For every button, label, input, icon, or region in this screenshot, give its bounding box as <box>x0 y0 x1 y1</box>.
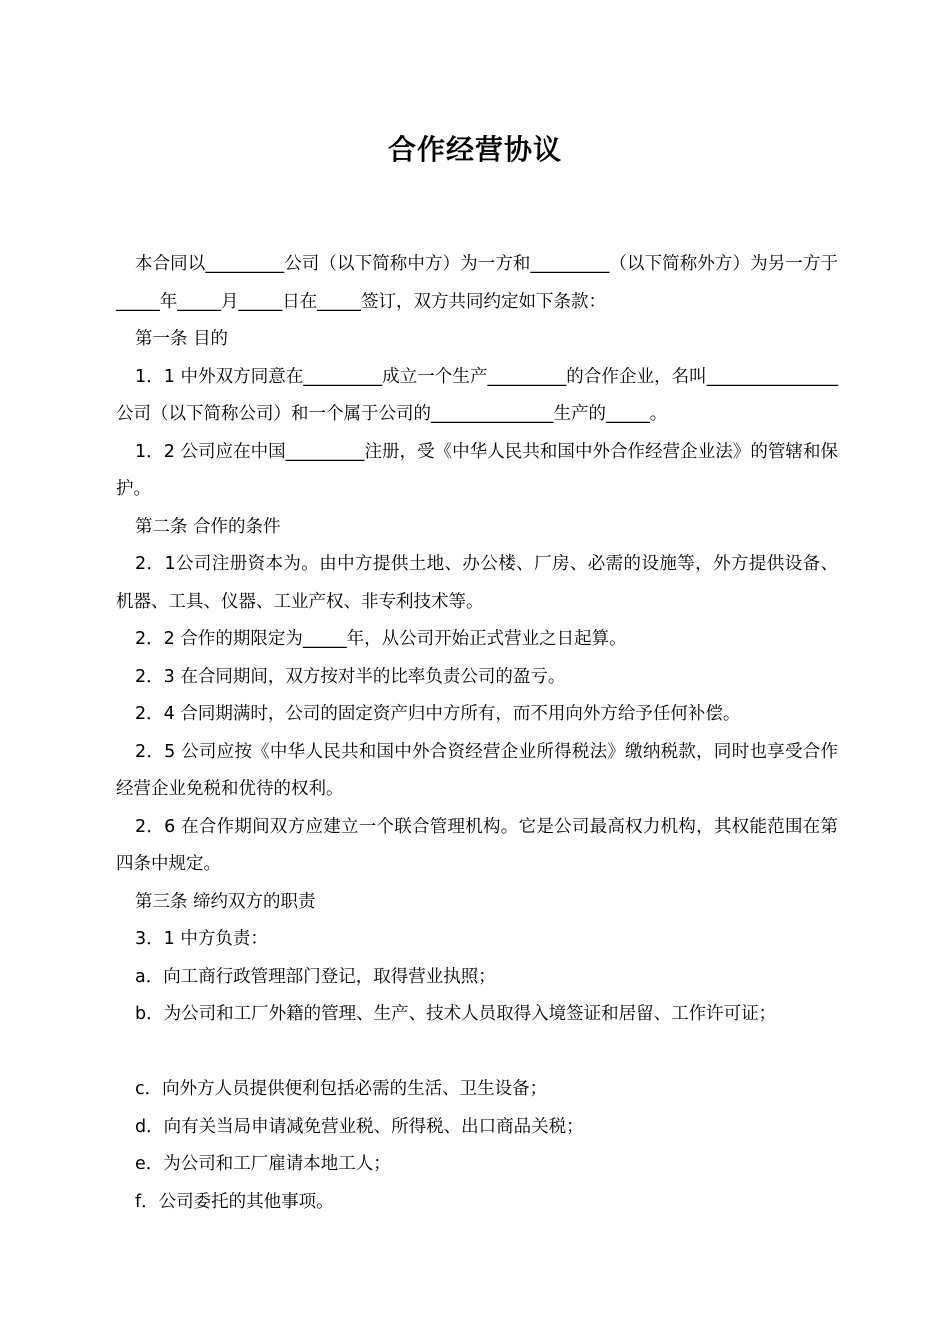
clause-2-4: 2．4 合同期满时，公司的固定资产归中方所有，而不用向外方给予任何补偿。 <box>135 704 741 724</box>
list-item-d: d．向有关当局申请减免营业税、所得税、出口商品关税； <box>135 1116 584 1137</box>
blank-line <box>116 1034 838 1072</box>
clause-2-5: 2．5 公司应按《中华人民共和国中外合资经营企业所得税法》缴纳税款，同时也享受合作经营企业免税和优待的权利。 <box>116 741 838 799</box>
list-item-b: b．为公司和工厂外籍的管理、生产、技术人员取得入境签证和居留、工作许可证； <box>135 1004 777 1024</box>
list-item-e: e．为公司和工厂雇请本地工人； <box>135 1154 391 1174</box>
list-item-c: c．向外方人员提供便利包括必需的生活、卫生设备； <box>135 1079 548 1099</box>
document-body <box>116 246 838 1221</box>
preamble-paragraph: 本合同以_________公司（以下简称中方）为一方和_________（以下简称外方）为另一方于_____年_____月_____日在_____签订，双方共同约定如下条款： <box>116 254 838 312</box>
clause-2-2: 2．2 合作的期限定为_____年，从公司开始正式营业之日起算。 <box>135 629 627 649</box>
clause-2-1: 2．1公司注册资本为。由中方提供土地、办公楼、厂房、必需的设施等，外方提供设备、机器、工具、仪器、工业产权、非专利技术等。 <box>116 554 838 612</box>
document-title: 合作经营协议 <box>387 133 562 166</box>
clause-1-1: 1．1 中外双方同意在_________成立一个生产_________的合作企业，名叫_______________公司（以下简称公司）和一个属于公司的______________生产的_____。 <box>116 366 838 424</box>
clause-2-3: 2．3 在合同期间，双方按对半的比率负责公司的盈亏。 <box>135 666 566 687</box>
article-1-heading: 第一条 目的 <box>135 329 229 349</box>
list-item-a: a．向工商行政管理部门登记，取得营业执照； <box>135 966 496 987</box>
clause-3-1: 3．1 中方负责： <box>135 929 268 949</box>
list-item-f: f．公司委托的其他事项。 <box>135 1191 334 1212</box>
clause-1-2: 1．2 公司应在中国_________注册，受《中华人民共和国中外合作经营企业法》的管辖和保护。 <box>116 441 838 499</box>
article-2-heading: 第二条 合作的条件 <box>135 516 281 537</box>
article-3-heading: 第三条 缔约双方的职责 <box>135 891 316 912</box>
clause-2-6: 2．6 在合作期间双方应建立一个联合管理机构。它是公司最高权力机构，其权能范围在第四条中规定。 <box>116 816 838 874</box>
